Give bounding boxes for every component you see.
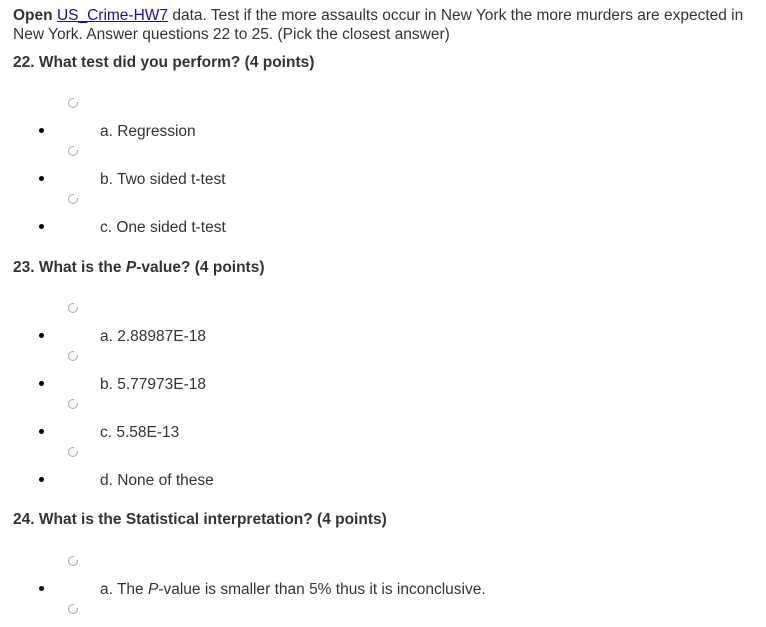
q22-option-a-label: a. Regression: [100, 123, 196, 140]
q23-option-d-radio[interactable]: [68, 447, 78, 457]
intro-text: [13, 6, 753, 44]
q23-option-b-label: b. 5.77973E-18: [100, 376, 207, 393]
bullet-icon: [39, 586, 44, 591]
q22-option-a-radio[interactable]: [68, 98, 78, 108]
intro-instructions: data. Test if the more assaults occur in New York the more murders are expected in New York. Answer questions 22 to 25. (Pick the closest answer): [13, 7, 744, 43]
bullet-icon: [39, 477, 44, 482]
q23-title-pre: 23. What is the: [13, 259, 126, 276]
q24-option-a-italic: P: [147, 581, 159, 598]
q24-option-b-radio[interactable]: [68, 604, 78, 614]
dataset-link[interactable]: US_Crime-HW7: [56, 7, 169, 24]
q22-option-b-radio[interactable]: [68, 146, 78, 156]
bullet-icon: [39, 333, 44, 338]
q24-option-a-pre: a. The: [100, 581, 148, 598]
q23-option-c-radio[interactable]: [68, 399, 78, 409]
bullet-icon: [39, 381, 44, 386]
bullet-icon: [39, 429, 44, 434]
q24-option-a-post: -value is smaller than 5% thus it is inconclusive.: [158, 581, 486, 598]
bullet-icon: [39, 128, 44, 133]
q23-option-c-label: c. 5.58E-13: [100, 424, 180, 441]
q23-option-d-label: d. None of these: [100, 472, 214, 489]
q23-option-a-radio[interactable]: [68, 303, 78, 313]
question-22-title: 22. What test did you perform? (4 points): [13, 54, 315, 71]
question-23-title: [13, 259, 265, 277]
bullet-icon: [39, 224, 44, 229]
q22-option-c-radio[interactable]: [68, 194, 78, 204]
q24-option-a-radio[interactable]: [68, 556, 78, 566]
q22-option-c-label: c. One sided t-test: [100, 219, 226, 236]
q22-option-b-label: b. Two sided t-test: [100, 171, 226, 188]
q23-option-b-radio[interactable]: [68, 351, 78, 361]
open-label: Open: [13, 7, 53, 24]
bullet-icon: [39, 176, 44, 181]
q23-option-a-label: a. 2.88987E-18: [100, 328, 207, 345]
question-24-title: 24. What is the Statistical interpretation? (4 points): [13, 511, 387, 528]
q23-title-post: -value? (4 points): [136, 259, 265, 276]
q23-title-italic: P: [125, 259, 137, 276]
q24-option-a-label: [100, 581, 486, 599]
